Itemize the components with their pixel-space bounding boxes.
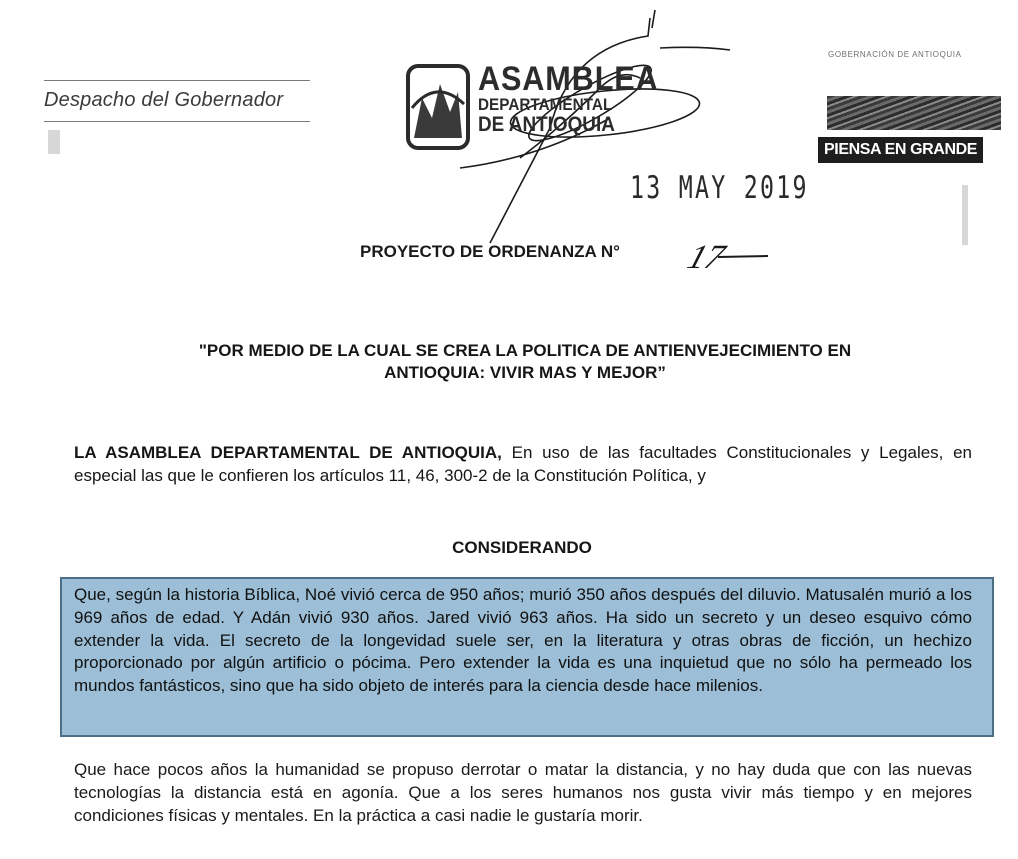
stamp-date: 13 MAY 2019 — [630, 170, 809, 206]
title-line: "POR MEDIO DE LA CUAL SE CREA LA POLITICA DE ANTIENVEJECIMIENTO EN — [198, 341, 852, 360]
section-heading: CONSIDERANDO — [452, 538, 592, 557]
intro-paragraph — [74, 441, 972, 487]
stamp-line: DE ANTIOQUIA — [478, 113, 615, 136]
scan-mark — [48, 130, 60, 154]
intro-assembly-name: LA ASAMBLEA DEPARTAMENTAL DE ANTIOQUIA, — [74, 443, 502, 462]
considerando-paragraph-2: Que hace pocos años la humanidad se propuso derrotar o matar la distancia, y no hay duda que con las nuevas tecnologías la distancia está en agonía. Que a los seres humanos nos gusta vivir más tiempo y en mejores condiciones físicas y mentales. En la práctica a casi nadie le gustaría morir. — [74, 760, 972, 825]
ordinance-number: 17 — [683, 237, 730, 276]
stamp-institution — [478, 62, 658, 136]
slogan-badge: PIENSA EN GRANDE — [818, 137, 983, 163]
government-label: GOBERNACIÓN DE ANTIOQUIA — [828, 50, 962, 59]
header-rule-bottom — [44, 121, 310, 122]
ordinance-number-handwritten — [683, 236, 778, 276]
stamp-line: ASAMBLEA — [478, 60, 659, 98]
government-logo-icon — [827, 96, 1001, 130]
scan-mark — [962, 185, 968, 245]
header-rule-top — [44, 80, 310, 81]
office-label: Despacho del Gobernador — [44, 89, 284, 111]
assembly-emblem-icon — [408, 66, 468, 148]
considerando-paragraph-1: Que, según la historia Bíblica, Noé vivió cerca de 950 años; murió 350 años después del diluvio. Matusalén murió a los 969 años de edad. Y Adán vivió 930 años. Jared vivió 963 años. Ha sido un secreto y un deseo esquivo cómo extender la vida. El secreto de la longevidad suele ser, en la literatura y otras obras de ficción, un hechizo proporcionado por algún artificio o pócima. Pero extender la vida es una inquietud que no sólo ha permeado los mundos fantásticos, sino que ha sido objeto de interés para la ciencia desde hace milenios. — [74, 585, 972, 696]
intro-text: En uso de las facultades Constitucionales y Legales, en especial las que le confieren los artículos 11, 46, 300-2 de la Constitución Política, y — [74, 443, 973, 485]
ordinance-title — [60, 340, 990, 384]
stamp-line: DEPARTAMENTAL — [478, 95, 613, 114]
ordinance-heading: PROYECTO DE ORDENANZA N° — [360, 242, 620, 261]
title-line: ANTIOQUIA: VIVIR MAS Y MEJOR” — [384, 363, 666, 382]
